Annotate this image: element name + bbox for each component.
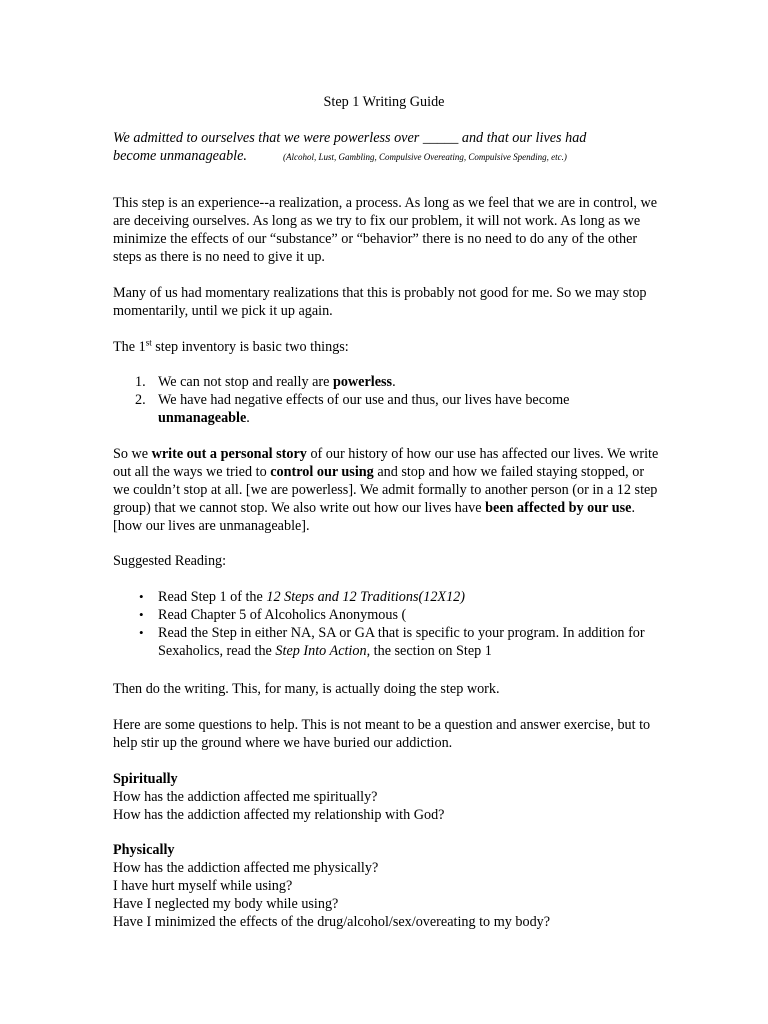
spiritually-heading: Spiritually (113, 771, 178, 787)
physically-section (113, 841, 663, 931)
question-line: How has the addiction affected me spiritually? (113, 789, 378, 805)
list-number: 1. (135, 374, 146, 390)
realization-paragraph-text: Many of us had momentary realizations that this is probably not good for me. So we may stop momentarily, until we pick it up again. (113, 285, 647, 319)
spiritually-section (113, 770, 663, 824)
bullet-icon: • (139, 625, 144, 640)
intro-paragraph-text: This step is an experience--a realization, a process. As long as we feel that we are in control, we are deceiving ourselves. As long as we try to fix our problem, it will not work. As long as we minimize the effects of our “substance” or “behavior” there is no need to do any of the other steps as there is no need to give it up. (113, 195, 658, 265)
substance-examples-note: (Alcohol, Lust, Gambling, Compulsive Overeating, Compulsive Spending, etc.) (282, 152, 567, 162)
step-statement (113, 129, 673, 166)
reading-list (113, 588, 663, 660)
bullet-icon: • (139, 589, 144, 604)
story-text-4: . [how our lives are unmanageable]. (113, 500, 636, 534)
list-item-end: . (392, 374, 396, 390)
reading-item-book-title: 12 Steps and 12 Traditions(12X12) (266, 589, 465, 605)
reading-item-text: Read Step 1 of the (158, 589, 267, 605)
physically-heading: Physically (113, 842, 175, 858)
inventory-list-item (113, 391, 663, 427)
document-title: Step 1 Writing Guide (323, 94, 445, 110)
story-text-3: and stop and how we failed staying stopped, or we couldn’t stop at all. [we are powerless]. We admit formally to another person (or in a 12 step group) that we cannot stop. We also write out how our lives have (113, 464, 658, 516)
question-line: Have I minimized the effects of the drug/alcohol/sex/overeating to my body? (113, 914, 551, 930)
story-bold-1: write out a personal story (151, 446, 307, 462)
inventory-intro (113, 338, 663, 356)
writing-paragraph-text: Then do the writing. This, for many, is actually doing the step work. (113, 681, 500, 697)
question-line: Have I neglected my body while using? (113, 896, 339, 912)
inventory-intro-superscript: st (145, 337, 152, 348)
question-line: How has the addiction affected my relationship with God? (113, 807, 445, 823)
list-item-text: We can not stop and really are (158, 374, 333, 390)
list-item-bold: powerless (332, 374, 393, 390)
writing-paragraph (113, 680, 663, 698)
question-line: I have hurt myself while using? (113, 878, 293, 894)
reading-list-item (113, 606, 663, 624)
questions-intro-text: Here are some questions to help. This is not meant to be a question and answer exercise, but to help stir up the ground where we have buried our addiction. (113, 717, 651, 751)
reading-item-end: , the section on Step 1 (366, 643, 492, 659)
suggested-reading-heading-text: Suggested Reading: (113, 553, 227, 569)
reading-item-book-title: Step Into Action (275, 643, 367, 659)
question-line: How has the addiction affected me physically? (113, 860, 379, 876)
intro-paragraph (113, 194, 663, 266)
inventory-intro-pre: The 1 (113, 339, 146, 355)
inventory-list (113, 373, 663, 427)
step-statement-line-1: We admitted to ourselves that we were powerless over _____ and that our lives had (113, 130, 587, 146)
story-bold-3: been affected by our use (485, 500, 632, 516)
step-statement-line-2-text: become unmanageable. (113, 148, 247, 164)
inventory-list-item (113, 373, 663, 391)
list-number: 2. (135, 392, 146, 408)
reading-item-text: Read the Step in either NA, SA or GA that is specific to your program. In addition for Sexaholics, read the (158, 625, 645, 659)
inventory-intro-post: step inventory is basic two things: (151, 339, 349, 355)
reading-item-text: Read Chapter 5 of Alcoholics Anonymous ( (158, 607, 407, 623)
list-item-text: We have had negative effects of our use and thus, our lives have become (158, 392, 570, 408)
story-text-1: So we (113, 446, 152, 462)
suggested-reading-heading (113, 552, 663, 570)
realization-paragraph (113, 284, 663, 320)
story-bold-2: control our using (270, 464, 374, 480)
list-item-bold: unmanageable (158, 410, 247, 426)
reading-list-item (113, 588, 663, 606)
step-statement-line-2 (113, 147, 673, 166)
questions-intro-paragraph (113, 716, 663, 752)
bullet-icon: • (139, 607, 144, 622)
story-text-2: of our history of how our use has affected our lives. We write out all the ways we tried to (113, 446, 659, 480)
reading-list-item (113, 624, 663, 660)
list-item-end: . (246, 410, 250, 426)
personal-story-paragraph (113, 445, 663, 535)
